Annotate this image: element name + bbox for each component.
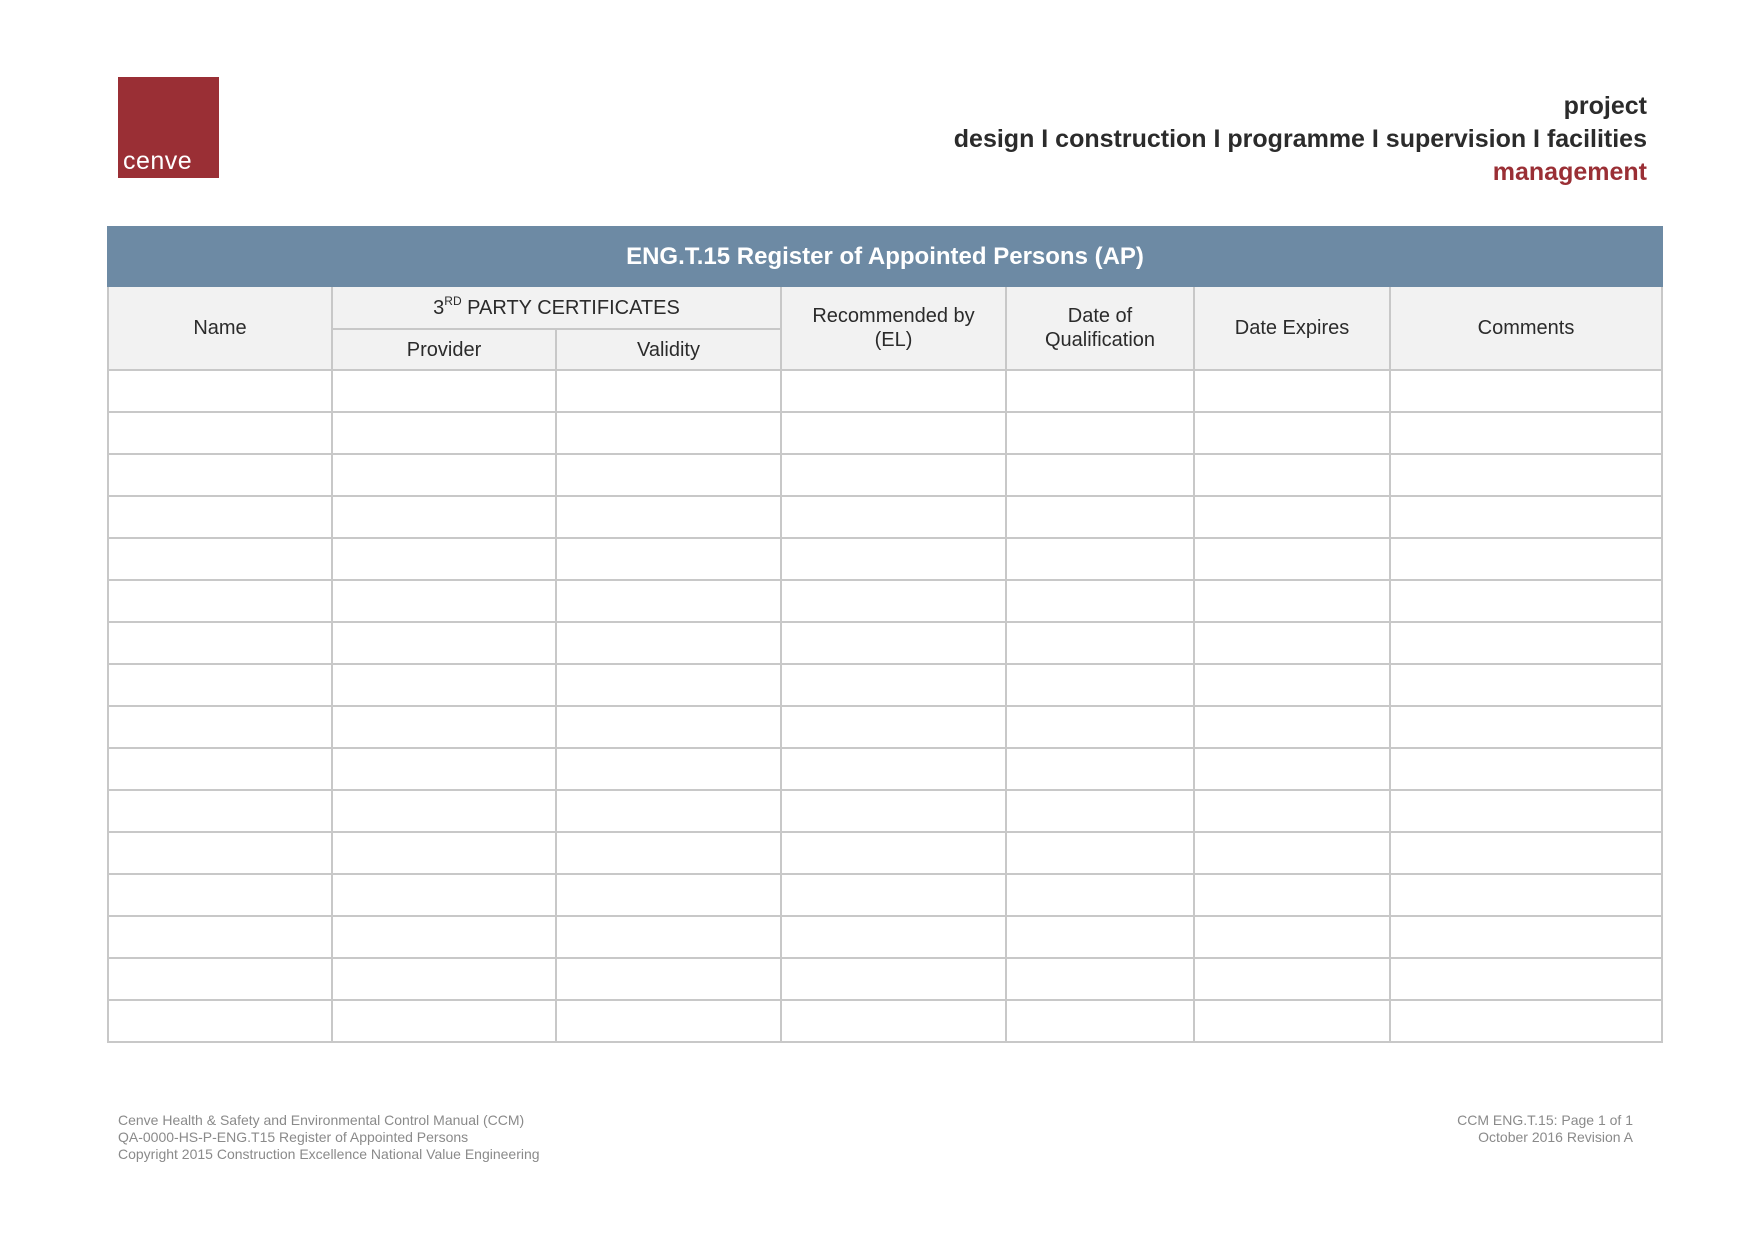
cell-provider[interactable] [332,580,556,622]
cell-date-expires[interactable] [1194,748,1390,790]
header-recommended-by [781,286,1006,370]
header-row-1 [108,286,1662,329]
cell-validity[interactable] [556,748,781,790]
cell-validity[interactable] [556,664,781,706]
cell-name[interactable] [108,790,332,832]
cell-comments[interactable] [1390,370,1662,412]
header-validity: Validity [556,329,781,370]
cell-name[interactable] [108,496,332,538]
table-row [108,748,1662,790]
tagline-line-1: project [1563,92,1647,120]
cell-recommended-by[interactable] [781,370,1006,412]
cell-date-expires[interactable] [1194,580,1390,622]
cell-provider[interactable] [332,958,556,1000]
cell-validity[interactable] [556,538,781,580]
cell-date-expires[interactable] [1194,370,1390,412]
table-title-row [108,227,1662,286]
cell-recommended-by[interactable] [781,958,1006,1000]
cell-date-expires[interactable] [1194,664,1390,706]
cell-date-expires[interactable] [1194,412,1390,454]
cell-validity[interactable] [556,874,781,916]
header-comments: Comments [1390,286,1662,370]
cell-date-expires[interactable] [1194,538,1390,580]
cell-name[interactable] [108,1000,332,1042]
table-row [108,370,1662,412]
table-row [108,622,1662,664]
cell-recommended-by[interactable] [781,706,1006,748]
table-row [108,832,1662,874]
cell-comments[interactable] [1390,916,1662,958]
header-recommended-line-1: Recommended by [812,305,975,327]
cell-date-of-qualification[interactable] [1006,916,1194,958]
cell-comments[interactable] [1390,748,1662,790]
cell-name[interactable] [108,412,332,454]
cell-comments[interactable] [1390,958,1662,1000]
cell-date-expires[interactable] [1194,958,1390,1000]
cell-provider[interactable] [332,832,556,874]
cell-provider[interactable] [332,790,556,832]
cell-date-of-qualification[interactable] [1006,496,1194,538]
cell-date-of-qualification[interactable] [1006,580,1194,622]
tagline-line-2: design I construction I programme I supervision I facilities [953,125,1647,153]
cell-recommended-by[interactable] [781,664,1006,706]
cell-validity[interactable] [556,580,781,622]
header-cert-prefix: 3 [433,296,445,319]
footer-left-line-1: Cenve Health & Safety and Environmental Control Manual (CCM) [118,1112,525,1128]
footer-right-line-2: October 2016 Revision A [1478,1129,1633,1145]
table-row [108,958,1662,1000]
cell-name[interactable] [108,832,332,874]
footer-right [1457,1112,1633,1146]
cell-provider[interactable] [332,370,556,412]
cell-date-expires[interactable] [1194,1000,1390,1042]
cell-date-of-qualification[interactable] [1006,370,1194,412]
cell-validity[interactable] [556,1000,781,1042]
cell-date-of-qualification[interactable] [1006,412,1194,454]
header-provider: Provider [332,329,556,370]
header-date-qual-line-2: Qualification [1044,329,1156,351]
cell-date-expires[interactable] [1194,706,1390,748]
cell-name[interactable] [108,706,332,748]
tagline-line-3: management [1492,158,1647,186]
cell-comments[interactable] [1390,1000,1662,1042]
footer-left-line-3: Copyright 2015 Construction Excellence National Value Engineering [118,1146,540,1162]
appointed-persons-register-table [107,226,1663,1043]
cell-date-of-qualification[interactable] [1006,874,1194,916]
cell-provider[interactable] [332,454,556,496]
header-date-of-qualification [1006,286,1194,370]
cell-comments[interactable] [1390,454,1662,496]
table-title: ENG.T.15 Register of Appointed Persons (AP) [108,227,1662,286]
cell-recommended-by[interactable] [781,748,1006,790]
footer-left-line-2: QA-0000-HS-P-ENG.T15 Register of Appointed Persons [118,1129,469,1145]
table-row [108,664,1662,706]
header-date-expires: Date Expires [1194,286,1390,370]
cell-comments[interactable] [1390,874,1662,916]
cell-recommended-by[interactable] [781,790,1006,832]
cell-date-of-qualification[interactable] [1006,790,1194,832]
cell-recommended-by[interactable] [781,538,1006,580]
cell-name[interactable] [108,958,332,1000]
cell-date-expires[interactable] [1194,496,1390,538]
cell-comments[interactable] [1390,832,1662,874]
table-row [108,496,1662,538]
cell-provider[interactable] [332,664,556,706]
cell-recommended-by[interactable] [781,580,1006,622]
cell-date-expires[interactable] [1194,916,1390,958]
cell-provider[interactable] [332,412,556,454]
cell-recommended-by[interactable] [781,916,1006,958]
cell-date-of-qualification[interactable] [1006,958,1194,1000]
cenve-logo [118,77,219,178]
header-cert-suffix: PARTY CERTIFICATES [461,296,680,319]
cell-date-of-qualification[interactable] [1006,454,1194,496]
header-third-party-certificates [332,286,781,329]
cell-provider[interactable] [332,538,556,580]
header-date-qual-line-1: Date of [1067,305,1133,327]
cell-comments[interactable] [1390,580,1662,622]
cell-validity[interactable] [556,370,781,412]
cell-validity[interactable] [556,496,781,538]
cell-date-expires[interactable] [1194,622,1390,664]
table-row [108,412,1662,454]
cell-provider[interactable] [332,496,556,538]
header-name: Name [108,286,332,370]
table-row [108,916,1662,958]
cell-validity[interactable] [556,454,781,496]
company-tagline [954,90,1647,189]
cell-comments[interactable] [1390,412,1662,454]
logo-text: cenve [123,147,193,175]
cell-recommended-by[interactable] [781,622,1006,664]
cell-date-of-qualification[interactable] [1006,538,1194,580]
register-body [108,370,1662,1042]
cell-date-expires[interactable] [1194,832,1390,874]
cell-recommended-by[interactable] [781,874,1006,916]
cell-date-expires[interactable] [1194,454,1390,496]
cell-date-expires[interactable] [1194,874,1390,916]
cell-provider[interactable] [332,622,556,664]
cell-date-of-qualification[interactable] [1006,706,1194,748]
table-row [108,790,1662,832]
table-row [108,538,1662,580]
cell-comments[interactable] [1390,706,1662,748]
table-row [108,1000,1662,1042]
cell-validity[interactable] [556,916,781,958]
table-row [108,874,1662,916]
cell-name[interactable] [108,538,332,580]
cell-comments[interactable] [1390,664,1662,706]
cell-comments[interactable] [1390,790,1662,832]
cell-provider[interactable] [332,874,556,916]
cell-name[interactable] [108,370,332,412]
cell-comments[interactable] [1390,538,1662,580]
cell-date-expires[interactable] [1194,790,1390,832]
cell-name[interactable] [108,622,332,664]
cell-recommended-by[interactable] [781,496,1006,538]
table-row [108,580,1662,622]
cell-recommended-by[interactable] [781,1000,1006,1042]
cell-name[interactable] [108,916,332,958]
cell-recommended-by[interactable] [781,454,1006,496]
cell-date-of-qualification[interactable] [1006,1000,1194,1042]
cell-date-of-qualification[interactable] [1006,664,1194,706]
cell-validity[interactable] [556,832,781,874]
cell-provider[interactable] [332,916,556,958]
cell-comments[interactable] [1390,496,1662,538]
cell-validity[interactable] [556,790,781,832]
cell-name[interactable] [108,748,332,790]
header-cert-sup: RD [444,293,462,308]
table-row [108,454,1662,496]
cell-name[interactable] [108,454,332,496]
cell-provider[interactable] [332,1000,556,1042]
cell-validity[interactable] [556,412,781,454]
cell-recommended-by[interactable] [781,412,1006,454]
cell-validity[interactable] [556,622,781,664]
header-recommended-line-2: (EL) [874,329,913,351]
footer-left [118,1112,540,1163]
cell-date-of-qualification[interactable] [1006,748,1194,790]
cell-recommended-by[interactable] [781,832,1006,874]
cell-date-of-qualification[interactable] [1006,622,1194,664]
cell-name[interactable] [108,580,332,622]
footer-right-line-1: CCM ENG.T.15: Page 1 of 1 [1457,1112,1633,1128]
cell-name[interactable] [108,664,332,706]
cell-name[interactable] [108,874,332,916]
cell-date-of-qualification[interactable] [1006,832,1194,874]
cell-validity[interactable] [556,706,781,748]
cell-validity[interactable] [556,958,781,1000]
cell-provider[interactable] [332,748,556,790]
cell-provider[interactable] [332,706,556,748]
cell-comments[interactable] [1390,622,1662,664]
table-row [108,706,1662,748]
